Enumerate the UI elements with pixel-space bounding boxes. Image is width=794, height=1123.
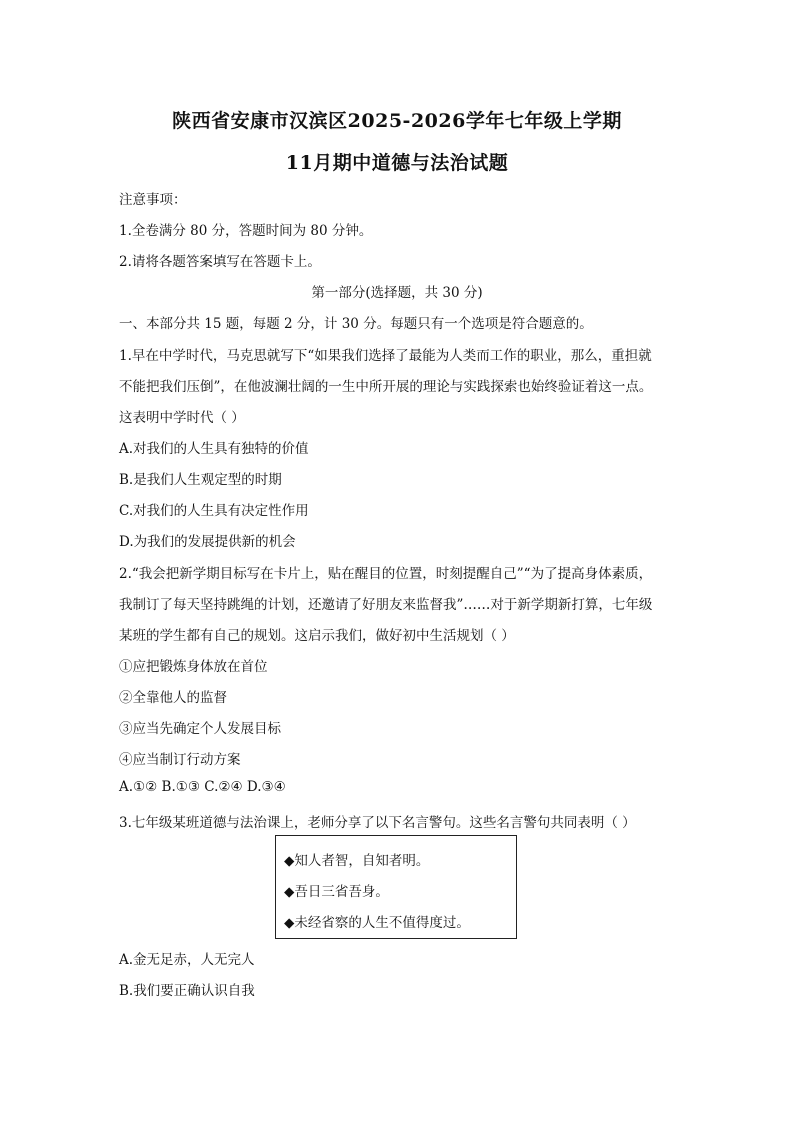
notes-heading: 注意事项： <box>119 192 187 208</box>
q2-options: A.①② B.①③ C.②④ D.③④ <box>119 779 286 795</box>
q1-option-c: C.对我们的人生具有决定性作用 <box>119 503 309 519</box>
q2-stem-line1: 2.“我会把新学期目标写在卡片上，贴在醒目的位置，时刻提醒自己”“为了提高身体素质， <box>119 566 653 582</box>
note-item-1: 1.全卷满分 80 分，答题时间为 80 分钟。 <box>119 223 373 239</box>
q1-option-d: D.为我们的发展提供新的机会 <box>119 534 296 550</box>
exam-title-line2: 11月期中道德与法治试题 <box>285 152 509 174</box>
q1-stem-line1: 1.早在中学时代，马克思就写下“如果我们选择了最能为人类而工作的职业，那么，重担就 <box>119 348 652 364</box>
quote-item-3: ◆未经省察的人生不值得度过。 <box>284 915 470 931</box>
q1-stem-line2: 不能把我们压倒”，在他波澜壮阔的一生中所开展的理论与实践探索也始终验证着这一点。 <box>119 379 653 395</box>
part1-heading: 第一部分(选择题，共 30 分) <box>311 285 483 301</box>
exam-title-line1: 陕西省安康市汉滨区2025-2026学年七年级上学期 <box>172 110 622 132</box>
note-item-2: 2.请将各题答案填写在答题卡上。 <box>119 254 321 270</box>
q1-option-a: A.对我们的人生具有独特的价值 <box>119 441 309 457</box>
q1-stem-line3: 这表明中学时代（ ） <box>119 410 245 426</box>
q2-statement-4: ④应当制订行动方案 <box>119 752 241 768</box>
q3-stem: 3.七年级某班道德与法治课上，老师分享了以下名言警句。这些名言警句共同表明（ ） <box>119 815 636 831</box>
q2-statement-2: ②全靠他人的监督 <box>119 690 227 706</box>
q3-option-b: B.我们要正确认识自我 <box>119 983 255 999</box>
quote-item-1: ◆知人者智，自知者明。 <box>284 853 430 869</box>
q3-option-a: A.金无足赤，人无完人 <box>119 952 255 968</box>
part1-instruction: 一、本部分共 15 题，每题 2 分，计 30 分。每题只有一个选项是符合题意的。 <box>119 316 593 332</box>
q2-statement-1: ①应把锻炼身体放在首位 <box>119 659 268 675</box>
q2-statement-3: ③应当先确定个人发展目标 <box>119 721 281 737</box>
quote-box <box>275 835 517 939</box>
quote-item-2: ◆吾日三省吾身。 <box>284 884 389 900</box>
q2-stem-line3: 某班的学生都有自己的规划。这启示我们，做好初中生活规划（ ） <box>119 628 515 644</box>
q2-stem-line2: 我制订了每天坚持跳绳的计划，还邀请了好朋友来监督我”……对于新学期新打算，七年级 <box>119 597 653 613</box>
q1-option-b: B.是我们人生观定型的时期 <box>119 472 282 488</box>
